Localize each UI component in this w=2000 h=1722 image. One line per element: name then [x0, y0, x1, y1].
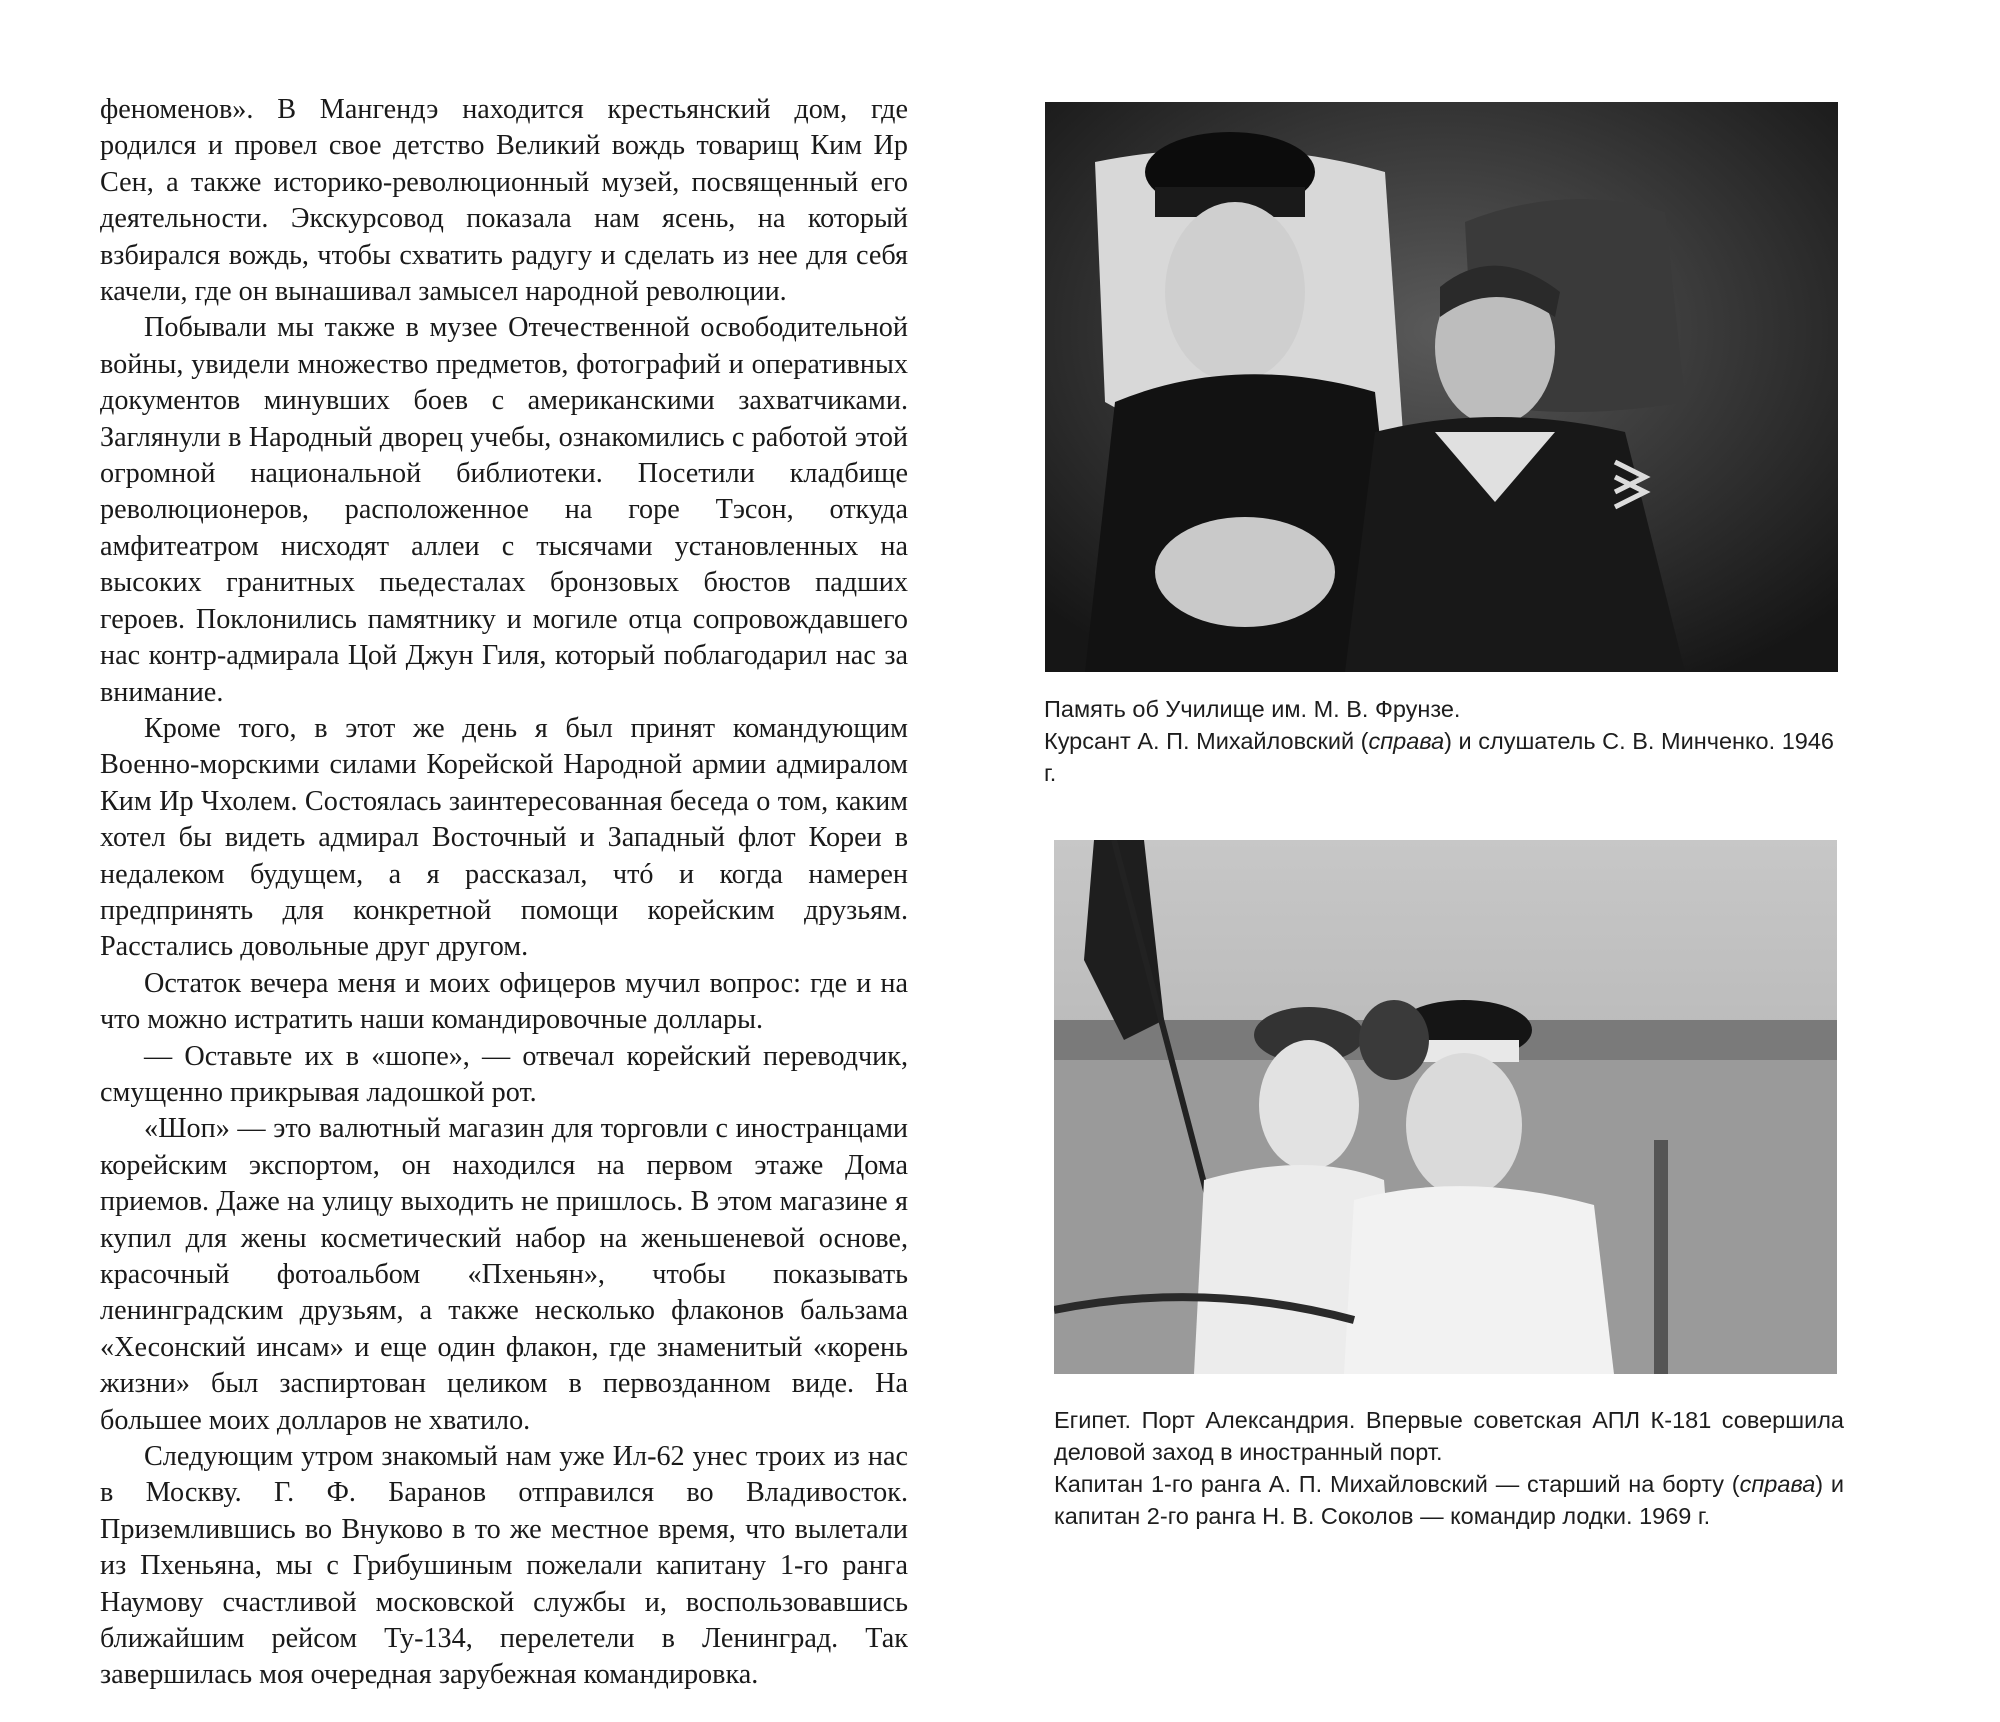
caption-2-title: Египет. Порт Александрия. Впервые советская АПЛ К-181 совершила деловой заход в иностранный порт.	[1054, 1407, 1844, 1465]
photo-alexandria-image	[1054, 840, 1837, 1374]
photo-cadets-image	[1045, 102, 1838, 672]
photo-alexandria-1969	[1054, 840, 1837, 1374]
caption-1-italic: справа	[1368, 728, 1445, 754]
paragraph-4: Остаток вечера меня и моих офицеров мучил вопрос: где и на что можно истратить наши командировочные доллары.	[100, 967, 908, 1036]
caption-photo-2	[1054, 1404, 1844, 1532]
paragraph-7: Следующим утром знакомый нам уже Ил-62 унес троих из нас в Москву. Г. Ф. Баранов отправился во Владивосток. Приземлившись во Внуково в то же местное время, что вылетали из Пхеньяна, мы с Грибушиным пожелали капитану 1-го ранга Наумову счастливой московской службы и, воспользовавшись ближайшим рейсом Ту-134, перелетели в Ленинград. Так завершилась моя очередная зарубежная командировка.	[100, 1441, 908, 1691]
paragraph-1: феноменов». В Мангендэ находится крестьянский дом, где родился и провел свое детство Великий вождь товарищ Ким Ир Сен, а также историко-революционный музей, посвященный его деятельности. Экскурсовод показала нам ясень, на который взбирался вождь, чтобы схватить радугу и сделать из нее для себя качели, где он вынашивал замысел народной революции.	[100, 94, 908, 308]
caption-1-part-b: ) и слушатель С. В. Минченко. 1946 г.	[1044, 728, 1834, 786]
caption-2-part-b: ) и капитан 2-го ранга Н. В. Соколов — командир лодки. 1969 г.	[1054, 1471, 1845, 1529]
caption-photo-1	[1044, 693, 1834, 789]
paragraph-2: Побывали мы также в музее Отечественной освободительной войны, увидели множество предметов, фотографий и оперативных документов минувших боев с американскими захватчиками. Заглянули в Народный дворец учебы, ознакомились с работой этой огромной национальной библиотеки. Посетили кладбище революционеров, расположенное на горе Тэсон, откуда амфитеатром нисходят аллеи с тысячами установленных на высоких гранитных пьедесталах бронзовых бюстов падших героев. Поклонились памятнику и могиле отца сопровождавшего нас контр-адмирала Цой Джун Гиля, который поблагодарил нас за внимание.	[100, 312, 908, 708]
left-page-text	[100, 92, 908, 1694]
caption-2-part-a: Капитан 1-го ранга А. П. Михайловский — старший на борту (	[1054, 1471, 1740, 1497]
caption-2-body	[1054, 1468, 1844, 1532]
caption-1-title: Память об Училище им. М. В. Фрунзе.	[1044, 696, 1461, 722]
caption-1-part-a: Курсант А. П. Михайловский (	[1044, 728, 1369, 754]
paragraph-3: Кроме того, в этот же день я был принят командующим Военно-морскими силами Корейской Народной армии адмиралом Ким Ир Чхолем. Состоялась заинтересованная беседа о том, каким хотел бы видеть адмирал Восточный и Западный флот Кореи в недалеком будущем, а я рассказал, чтó и когда намерен предпринять для конкретной помощи корейским друзьям. Расстались довольные друг другом.	[100, 712, 908, 963]
caption-1-body	[1044, 725, 1834, 789]
paragraph-5: — Оставьте их в «шопе», — отвечал корейский переводчик, смущенно прикрывая ладошкой рот.	[100, 1040, 908, 1108]
photo-cadets-1946	[1045, 102, 1838, 672]
paragraph-6: «Шоп» — это валютный магазин для торговли с иностранцами корейским экспортом, он находился на первом этаже Дома приемов. Даже на улицу выходить не пришлось. В этом магазине я купил для жены косметический набор на женьшеневой основе, красочный фотоальбом «Пхеньян», чтобы показывать ленинградским друзьям, а также несколько флаконов бальзама «Хесонский инсам» и еще один флакон, где знаменитый «корень жизни» был заспиртован целиком в первозданном виде. На большее моих долларов не хватило.	[100, 1113, 908, 1436]
caption-2-italic: справа	[1739, 1471, 1816, 1497]
